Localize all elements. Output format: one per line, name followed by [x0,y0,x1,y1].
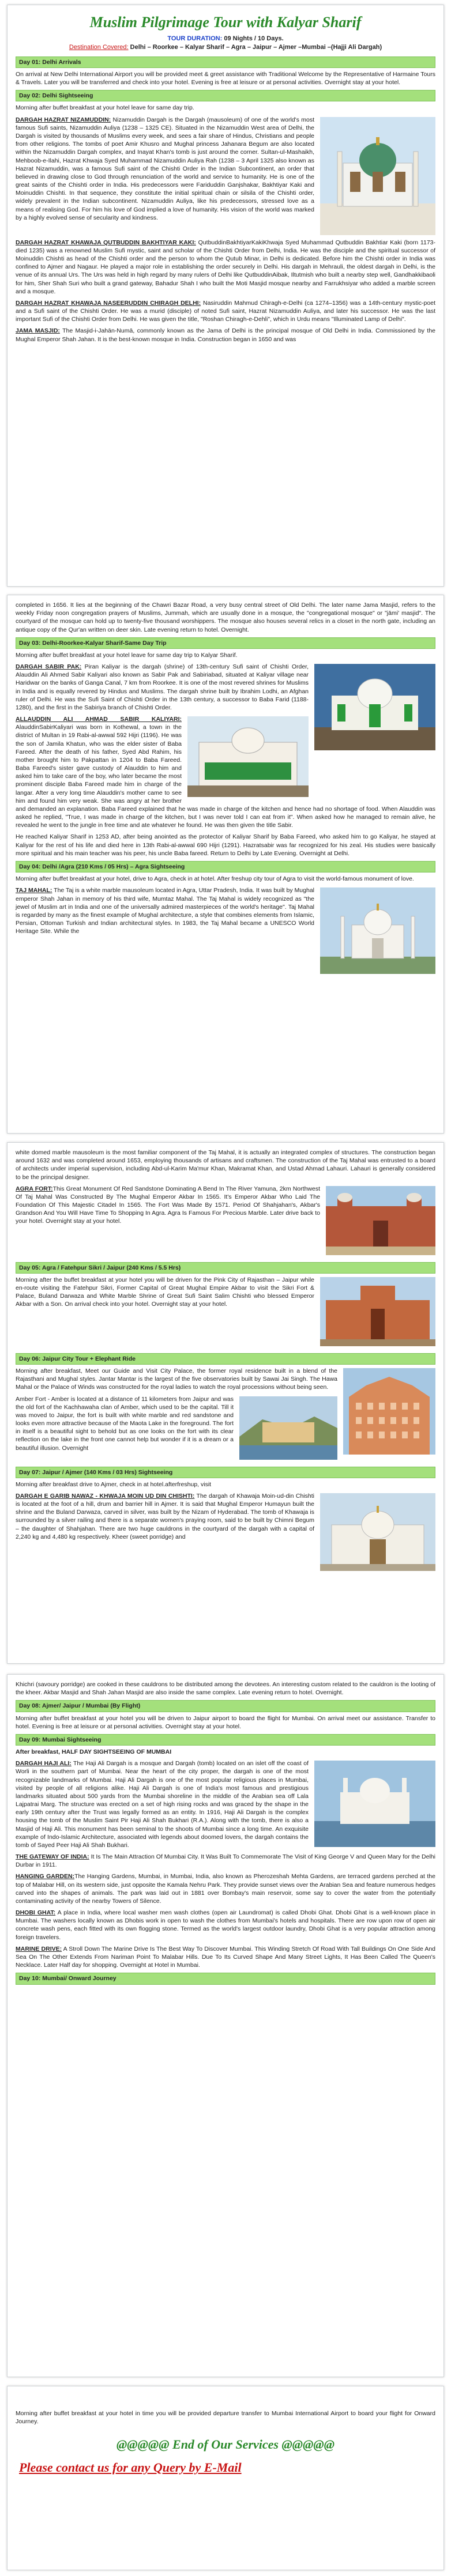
garib-nawaz-heading: DARGAH E GARIB NAWAZ - KHWAJA MOIN UD DIN CHISHTI: [16,1492,195,1499]
hanging-garden-heading: HANGING GARDEN: [16,1873,75,1880]
day-7-intro: Morning after breakfast drive to Ajmer, check in at hotel.afterfreshup, visit [16,1480,212,1488]
destinations-value: Delhi – Roorkee – Kalyar Sharif – Agra – Jaipur – Ajmer –Mumbai –(Hajji Ali Dargah) [130,43,382,51]
alauddin-text: AlauddinSabirKaliyari was born in Kothewal, a town in the district of Multan in 19 Rabi-al-awwal 592 Hijri (1196). He was the son of Jamila Khatun, who was the elder sister of Baba Fareed. After the death of his father, Syed Abd Rahim, his mother brought him to Pakpattan in 1204 to Baba Fareed. Baba Fareed's sister gave custody of Alauddin to him and asked him to take care of the boy, who later became the most prominent disciple Baba Fareed made him in charge of the langar. After a very long time Alauddin's mother came to see him and found him very weak. She was angry at her brother and demanded an explanation. Baba Fareed explained that he was made in charge of the kitchen and hence had no shortage of food. When Alauddin was asked he replied, "True, I was made in charge of the kitchen, but I was never told I can eat from it". When asked how he managed to remain alive, he revealed he went to the jungle in free time and ate whatever he found. He was then given the title Sabir. [16,724,435,829]
haji-ali-heading: DARGAH HAJI ALI: [16,1760,72,1767]
nizamuddin-dargah-photo [320,117,435,235]
day-2-intro: Morning after buffet breakfast at your hotel leave for same day trip. [16,104,194,112]
nizamuddin-text: Nizamuddin Dargah is the Dargah (mausoleum) of one of the world's most famous Sufi saints, Nizamuddin Auliya (1238 – 1325 CE). Situated in the Nizamuddin West area of Delhi, the Dargah is visited by thousands of Muslims every week, and sees a fair share of Hindus, Christians and people from other religions. The tombs of poet Amir Khusro and Mughal princess Jahanara Begum are also located within the Nizamuddin Dargah complex, and Inayat Khan's tomb is just around the corner. Sultan-ul-Mashaikh, Mehboob-e-Ilahi, Hazrat Khwaja Syed Muhammad Nizamuddin Auliya Rah (1238 – 3 April 1325 also known as Hazrat Nizamuddin, was a famous Sufi saint of the Chishti Order in the Indian Subcontinent, an order that believed in drawing close to God through renunciation of the world and service to humanity. He is one of the great saints of the Chishti order in India. His predecessors were Fariduddin Ganjshakar, Bakhtiyar Kaki and Moinuddin Chishti. In that sequence, they constitute the initial spiritual chain or silsila of the Chishti order, widely prevalent in the Indian subcontinent. Nizamuddin Auliya, like his predecessors, stressed love as a means of realising God. For him his love of God implied a love of humanity. His vision of the world was marked by a highly evolved sense of secularity and kindness. [16,116,314,221]
day-9-intro: After breakfast, HALF DAY SIGHTSEEING OF MUMBAI [16,1748,172,1756]
day-7-continued: Khichri (savoury porridge) are cooked in these cauldrons to be distributed among the devotees. An interesting custom related to the cauldron is the looting of the kheer. Akbar Masjid and Shah Jahan Masjid are also inside the same complex. Late evening return to hotel. Overnight. [16,1681,435,1697]
gateway-of-india-text: It Is The Main Attraction Of Mumbai City. It Was Built To Commemorate The Visit of King George V and Queen Mary for the Delhi Durbar in 1911. [16,1853,435,1869]
end-of-services: @@@@@ End of Our Services @@@@@ [116,2437,335,2452]
day-6-text-1: Morning after breakfast, Meet our Guide and Visit City Palace, the former royal residence built in a blend of the Rajasthani and Mughal styles. Jantar Mantar is the largest of the five observatories built by Sawai Jai Singh. The Hawa Mahal or the Palace of Winds was constructed for the royal ladies to watch the royal processions without being seen. [16,1368,337,1391]
kaliyar-dargah-photo [187,716,309,797]
day-8-text: Morning after buffet breakfast at your hotel you will be driven to Jaipur airport to board the flight for Mumbai. On arrival meet our assistance. Transfer to hotel. Evening is free at leisure or at personal activities. Overnight stay at your hotel. [16,1714,435,1730]
itinerary-panel-1 [7,5,444,587]
chiragh-text: Nasiruddin Mahmud Chiragh-e-Delhi (ca 1274–1356) was a 14th-century mystic-poet and a Sufi saint of the Chishti Order. He was a murid (disciple) of noted Sufi saint, Hazrat Nizamuddin Auliya, and later his successor. He was the last important Sufi of the Chishti Order from Delhi. He was given the title, "Roshan Chiragh-e-Dehli", which in Urdu means "Illuminated Lamp of Delhi". [16,299,435,323]
day-1-heading: Day 01: Delhi Arrivals [16,56,435,68]
hanging-garden-text: The Hanging Gardens, Mumbai, in Mumbai, India, also known as Pherozeshah Mehta Gardens, are terraced gardens perched at the top of Malabar Hill, on its western side, just opposite the Kamala Nehru Park. They provide sunset views over the Arabian Sea and feature numerous hedges carved into the shapes of animals. The park was laid out in 1881 over Bombay's main reservoir, some say to cover the water from the potentially contaminating activity of the nearby Towers of Silence. [16,1873,435,1905]
dhobi-ghat-text: A place in India, where local washer men wash clothes (open air Laundromat) is called Dhobi Ghat. Dhobi Ghat is a well-known place in Mumbai. The washers locally known as Dhobis work in open to wash the clothes from Mumbai's hotels and hospitals. There are row upon row of open air concrete wash pens, each fitted with its own flogging stone. Termed as the world's largest outdoor laundry, Dhobi Ghat is a very popular attraction among foreign travelers. [16,1909,435,1941]
sabir-pak-dargah-photo [314,664,435,750]
day-4-intro: Morning after buffet breakfast at your hotel, drive to Agra, check in at hotel. After freshup city tour of Agra to visit the world-famous monument of love. [16,875,414,883]
day-8-heading: Day 08: Ajmer/ Jaipur / Mumbai (By Flight) [16,1700,435,1712]
jama-masjid-text: The Masjid-i-Jahān-Numā, commonly known as the Jama of Delhi is the principal mosque of Old Delhi in India. Commissioned by the Mughal Emperor Shah Jahan. It is the best-known mosque in India. Construction began in 1650 and was [16,327,435,343]
taj-mahal-heading: TAJ MAHAL: [16,887,52,894]
day-6-heading: Day 06: Jaipur City Tour + Elephant Ride [16,1353,435,1365]
marine-drive-heading: MARINE DRIVE: [16,1945,62,1952]
ajmer-dargah-photo [320,1493,435,1571]
day-3-intro: Morning after buffet breakfast at your hotel leave for same day trip to Kalyar Sharif. [16,651,238,659]
chiragh-heading: DARGAH HAZRAT KHAWAJA NASEERUDDIN CHIRAGH DELHI: [16,299,201,307]
day-1-text: On arrival at New Delhi International Airport you will be provided meet & greet assistance with Traditional Welcome by the Representative of Harmaine Tours & Travels. Later you will be transferred and check into your hotel. Evening is free at leisure or at personal activities. Overnight stay at your hotel. [16,70,435,86]
fatehpur-sikri-photo [320,1277,435,1346]
contact-email-link[interactable]: Please contact us for any Query by E-Mail [19,2460,242,2475]
gateway-of-india-heading: THE GATEWAY OF INDIA: [16,1853,89,1861]
sabir-pak-text: Piran Kaliyar is the dargah (shrine) of 13th-century Sufi saint of Chishti Order, Alauddin Ali Ahmed Sabir Kaliyari also known as Sabir Pak and Sabiriabad, situated at Kaliyar village near Haridwar on the banks of Ganga Canal, 7 km from Roorkee. It is one of the most revered shrines for Muslims in India and is equally revered by Hindus and Muslims. The dargah shrine built by Ibrahim Lodhi, an Afghan ruler of Delhi. He was the Sufi Saint of Chishti Order in the 13th century, a successor to Baba Farid (1188-1280), and the first in the Sabiriya branch of Chishti Order. [16,663,309,711]
day-5-text: Morning after the buffet breakfast at your hotel you will be driven for the Pink City of Rajasthan – Jaipur while en-route visiting the Fatehpur Sikri, Former Capital of Great Mughal Empire Akbar to visit the Sikri Fort & Palace, Buland Darwaza and White Marble Shrine of Great Sufi Saint Salim Chishti who blessed Emperor Akbar with a Son. On arrival check into your hotel. Overnight stay at your hotel. [16,1276,314,1308]
qutbuddin-text: QutbuddinBakhtiyarKakiKhwaja Syed Muhammad Qutbuddin Bakhtiar Kaki (born 1173-died 1235) was a renowned Muslim Sufi mystic, saint and scholar of the Chishti Order from Delhi, India. He was the disciple and the spiritual successor of Moinuddin Chishti as head of the Chishti order and the person to whom the Qutub Minar, in Delhi is dedicated. Before him the Chishti order in India was confined to Ajmer and Nagaur. He played a major role in establishing the order securely in Delhi. His dargah in Mehrauli, the oldest dargah in Delhi, is the venue of its annual Urs. The Urs was held in high regard by many rulers of Delhi like QutbuddinAibak, Iltutmish who built a nearby step well, Gandhakkibaoli for him, Sher Shah Suri who built a grand gateway, Bahadur Shah I who built the Moti Masjid mosque nearby and Farrukhsiyar who added a marble screen and a mosque. [16,239,435,295]
day-10-heading: Day 10: Mumbai/ Onward Journey [16,1973,435,1984]
agra-fort-heading: AGRA FORT: [16,1185,53,1192]
qutbuddin-heading: DARGAH HAZRAT KHAWAJA QUTBUDDIN BAKHTIYAR KAKI: [16,239,196,246]
alauddin-heading: ALLAUDDIN ALI AHMAD SABIR KALIYARI: [16,716,182,723]
marine-drive-text: A Stroll Down The Marine Drive Is The Best Way To Discover Mumbai. This Winding Stretch Of Road With Tall Buildings On One Side And Sea On The Other Extends From Nariman Point To Malabar Hills. Due To Its Curved Shape And Many Street Lights, It Has Been Called The Queen's Necklace. Later Half day for shopping. Overnight at Hotel in Mumbai. [16,1945,435,1969]
itinerary-panel-2 [7,595,444,1134]
jama-masjid-heading: JAMA MASJID: [16,327,60,335]
sabir-pak-heading: DARGAH SABIR PAK: [16,663,82,671]
taj-mahal-continued: white domed marble mausoleum is the most familiar component of the Taj Mahal, it is actually an integrated complex of structures. The construction began around 1632 and was completed around 1653, employing thousands of artisans and craftsmen. The construction of the Taj Mahal was entrusted to a board of architects under imperial supervision, including Abd-ul-Karim Ma'mur Khan, Makramat Khan, and Ustad Ahmad Lahauri. Lahauri is generally considered to be the principal designer. [16,1149,435,1181]
destinations [16,43,435,52]
tour-duration-value: 09 Nights / 10 Days. [224,35,284,43]
nizamuddin-heading: DARGAH HAZRAT NIZAMUDDIN: [16,116,111,123]
destinations-label: Destination Covered: [69,43,129,51]
garib-nawaz-text: The dargah of Khawaja Moin-ud-din Chishti is located at the foot of a hill, drum and barrier hill in Ajmer. It is said that Mughal Emperor Humayun built the shrine and the Buland Darwaza, carved in silver, was built by the Nizam of Hyderabad. The tomb of Khawaja is surrounded by a silver railing and there is a separate women's praying room, said to be built by Chimni Begum – the daughter of Shahjahan. There are two huge cauldrons in the courtyard of the dargah with a capital of 2,240 kg and 4,480 kg respectively. Kheer (sweet porridge) and [16,1492,314,1540]
taj-mahal-text: The Taj is a white marble mausoleum located in Agra, Uttar Pradesh, India. It was built by Mughal emperor Shah Jahan in memory of his third wife, Mumtaz Mahal. The Taj Mahal is widely recognized as "the jewel of Muslim art in India and one of the universally admired masterpieces of the world's heritage". Taj Mahal is regarded by many as the finest example of Mughal architecture, a style that combines elements from Islamic, Persian, Ottoman Turkish and Indian architectural styles. In 1983, the Taj Mahal became a UNESCO World Heritage Site. While the [16,887,314,935]
page-title: Muslim Pilgrimage Tour with Kalyar Sharif [89,14,362,31]
day-9-heading: Day 09: Mumbai Sightseeing [16,1734,435,1746]
day-5-heading: Day 05: Agra / Fatehpur Sikri / Jaipur (240 Kms / 5.5 Hrs) [16,1262,435,1274]
agra-fort-photo [326,1186,435,1255]
itinerary-panel-3 [7,1142,444,1664]
amber-fort-photo [239,1396,337,1460]
dhobi-ghat-heading: DHOBI GHAT: [16,1909,56,1917]
tour-duration-label: TOUR DURATION: [167,35,223,43]
agra-fort-text: This Great Monument Of Red Sandstone Dominating A Bend In The River Yamuna, 2km Northwest Of Taj Mahal Was Constructed By The Mughal Emperor Akbar In 1565. It's Emperor Akbar Who Laid The Foundation Of This Majestic Citadel In 1565. The Fort Was Made By 1571. Period Of Shahjahan's, Akbar's Grandson And You Will Have Time To Shopping In Agra. Agra Is Famous For Precious Marble. Later drive back to your hotel. Overnight stay at your hotel. [16,1185,320,1225]
day-7-heading: Day 07: Jaipur / Ajmer (140 Kms / 03 Hrs) Sightseeing [16,1467,435,1478]
day-6-text-2: Amber Fort - Amber is located at a distance of 11 kilometers from Jaipur and was the old fort of the Kachhawaha clan of Amber, which used to be the capital. Till it was moved to Jaipur, the fort is built with white marble and red sandstone and looks even more attractive because of the Maota Lake in the foreground. The fort in itself is a beautiful sight to behold but as one looks on the fort with its clear reflection on the lake in the front one cannot help but wonder if it is a dream or a beautiful illusion. Overnight [16,1395,234,1452]
itinerary-panel-5 [7,2386,444,2570]
taj-mahal-photo [320,887,435,974]
haji-ali-photo [314,1761,435,1847]
day-4-heading: Day 04: Delhi /Agra (210 Kms / 05 Hrs) – Agra Sightseeing [16,861,435,872]
day-2-heading: Day 02: Delhi Sightseeing [16,90,435,101]
day-10-text: Morning after buffet breakfast at your hotel in time you will be provided departure transfer to Mumbai International Airport to board your flight for Onward Journey. [16,2410,435,2426]
day-3-heading: Day 03: Delhi-Roorkee-Kalyar Sharif-Same Day Trip [16,637,435,649]
hawa-mahal-photo [343,1368,435,1455]
jama-masjid-continued: completed in 1656. It lies at the beginning of the Chawri Bazar Road, a very busy central street of Old Delhi. The later name Jama Masjid, refers to the weekly Friday noon congregation prayers of Muslims, Jummah, which are usually done in a mosque, the "congregational mosque" or "jāmi' masjid". The courtyard of the mosque can hold up to twenty-five thousand worshippers. The mosque also houses several relics in a closet in the north gate, including an antique copy of the Qur'an written on deer skin. Late evening return to hotel. Overnight. [16,602,435,633]
haji-ali-text: The Haji Ali Dargah is a mosque and Dargah (tomb) located on an islet off the coast of Worli in the southern part of Mumbai. Near the heart of the city proper, the dargah is one of the most recognizable landmarks of Mumbai. Haji Ali Dargah is one of the most popular religious places in Mumbai, visited by people of all religions alike. Haji Ali Dargah is one of India's most famous and prestigious landmarks situated about 500 yards from the Mumbai shoreline in the middle of the Arabian sea off Lala Lajpatrai Marg. The structure was erected on a set of high rising rocks and was graced by the shape in the early 19th century after the Trust was legally formed as an entity. In 1916, Haji Ali Dargah is the complex housing the tomb of the Muslim Saint Pir Haji Ali Shah Bukhari (R.A.). Along with the tomb, there is also a Masjid of Haji Ali. This monument has been seminal to the shoots of Mumbai since a long time. An exquisite example of Indo-Islamic Architecture, associated with legends about doomed lovers, the dargah contains the tomb of Sayed Peer Haji Ali Shah Bukhari. [16,1760,309,1849]
itinerary-panel-4 [7,1674,444,2377]
day-3-more: He reached Kaliyar Sharif in 1253 AD, after being anointed as the protector of Kaliyar Sharif by Baba Fareed, who asked him to go Kaliyar, he stayed at Kaliyar for the rest of his life and died here in 13th Rabi-al-awwal 690 Hijri (1291). Hazratsabir was far recognized for his zeal. His studies were basically more spiritual and his main teacher was his peer, his uncle Baba fareed. Return to Delhi by Late Evening. Overnight at Delhi. [16,833,435,857]
tour-duration [16,35,435,43]
